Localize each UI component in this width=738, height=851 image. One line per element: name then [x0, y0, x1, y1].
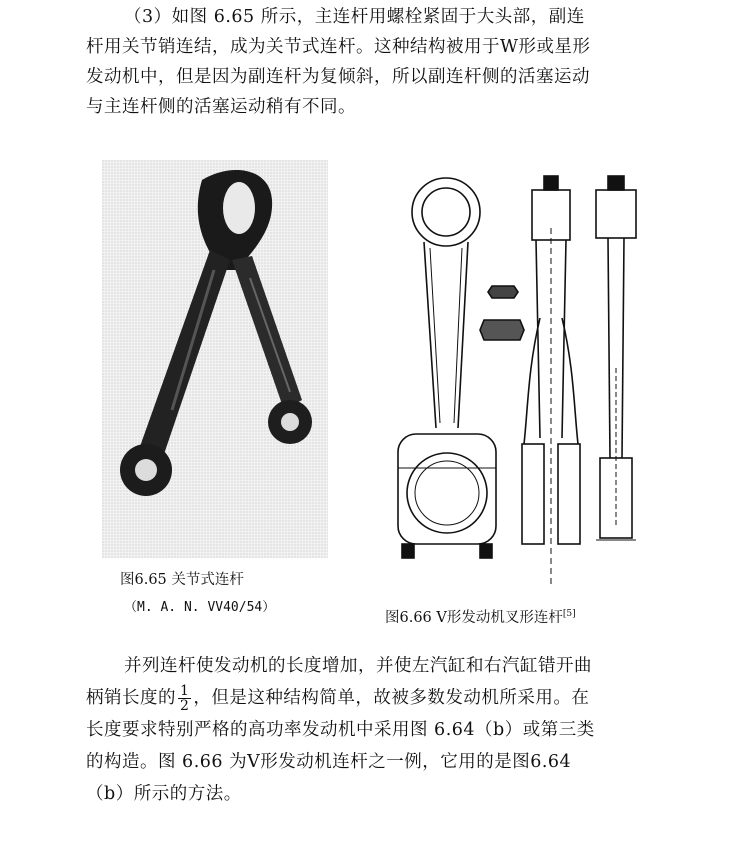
para2-line-2-before: 柄销长度的	[86, 688, 176, 708]
figure-666-title: 图6.66 V形发动机叉形连杆	[385, 609, 563, 626]
para2-line-1: 并列连杆使发动机的长度增加，并使左汽缸和右汽缸错开曲	[124, 656, 592, 676]
fraction-one-half	[178, 684, 191, 713]
figure-665-caption: 图6.65 关节式连杆	[120, 572, 244, 588]
paragraph-1	[86, 2, 686, 122]
para2-line-3: 长度要求特别严格的高功率发动机中采用图 6.64（b）或第三类	[86, 720, 595, 740]
figure-665-subtitle: （M. A. N. VV40/54）	[124, 600, 276, 615]
articulated-rod-photo	[102, 160, 328, 558]
figure-666-caption	[385, 604, 576, 628]
para2-line-4: 的构造。图 6.66 为V形发动机连杆之一例，它用的是图6.64	[86, 752, 572, 772]
para1-line-4: 与主连杆侧的活塞运动稍有不同。	[86, 97, 356, 117]
paragraph-2	[86, 650, 686, 810]
para2-line-5: （b）所示的方法。	[86, 784, 242, 804]
para1-line-1: （3）如图 6.65 所示，主连杆用螺栓紧固于大头部，副连	[124, 7, 585, 27]
para1-line-2: 杆用关节销连结，成为关节式连杆。这种结构被用于W形或星形	[86, 37, 591, 57]
fork-rod-drawing	[388, 168, 668, 588]
fraction-denominator: 2	[180, 698, 190, 714]
fraction-numerator: 1	[180, 683, 190, 699]
figure-666-ref: [5]	[562, 609, 576, 619]
para2-line-2-after: ，但是这种结构简单，故被多数发动机所采用。在	[193, 688, 590, 708]
para1-line-3: 发动机中，但是因为副连杆为复倾斜，所以副连杆侧的活塞运动	[86, 67, 590, 87]
